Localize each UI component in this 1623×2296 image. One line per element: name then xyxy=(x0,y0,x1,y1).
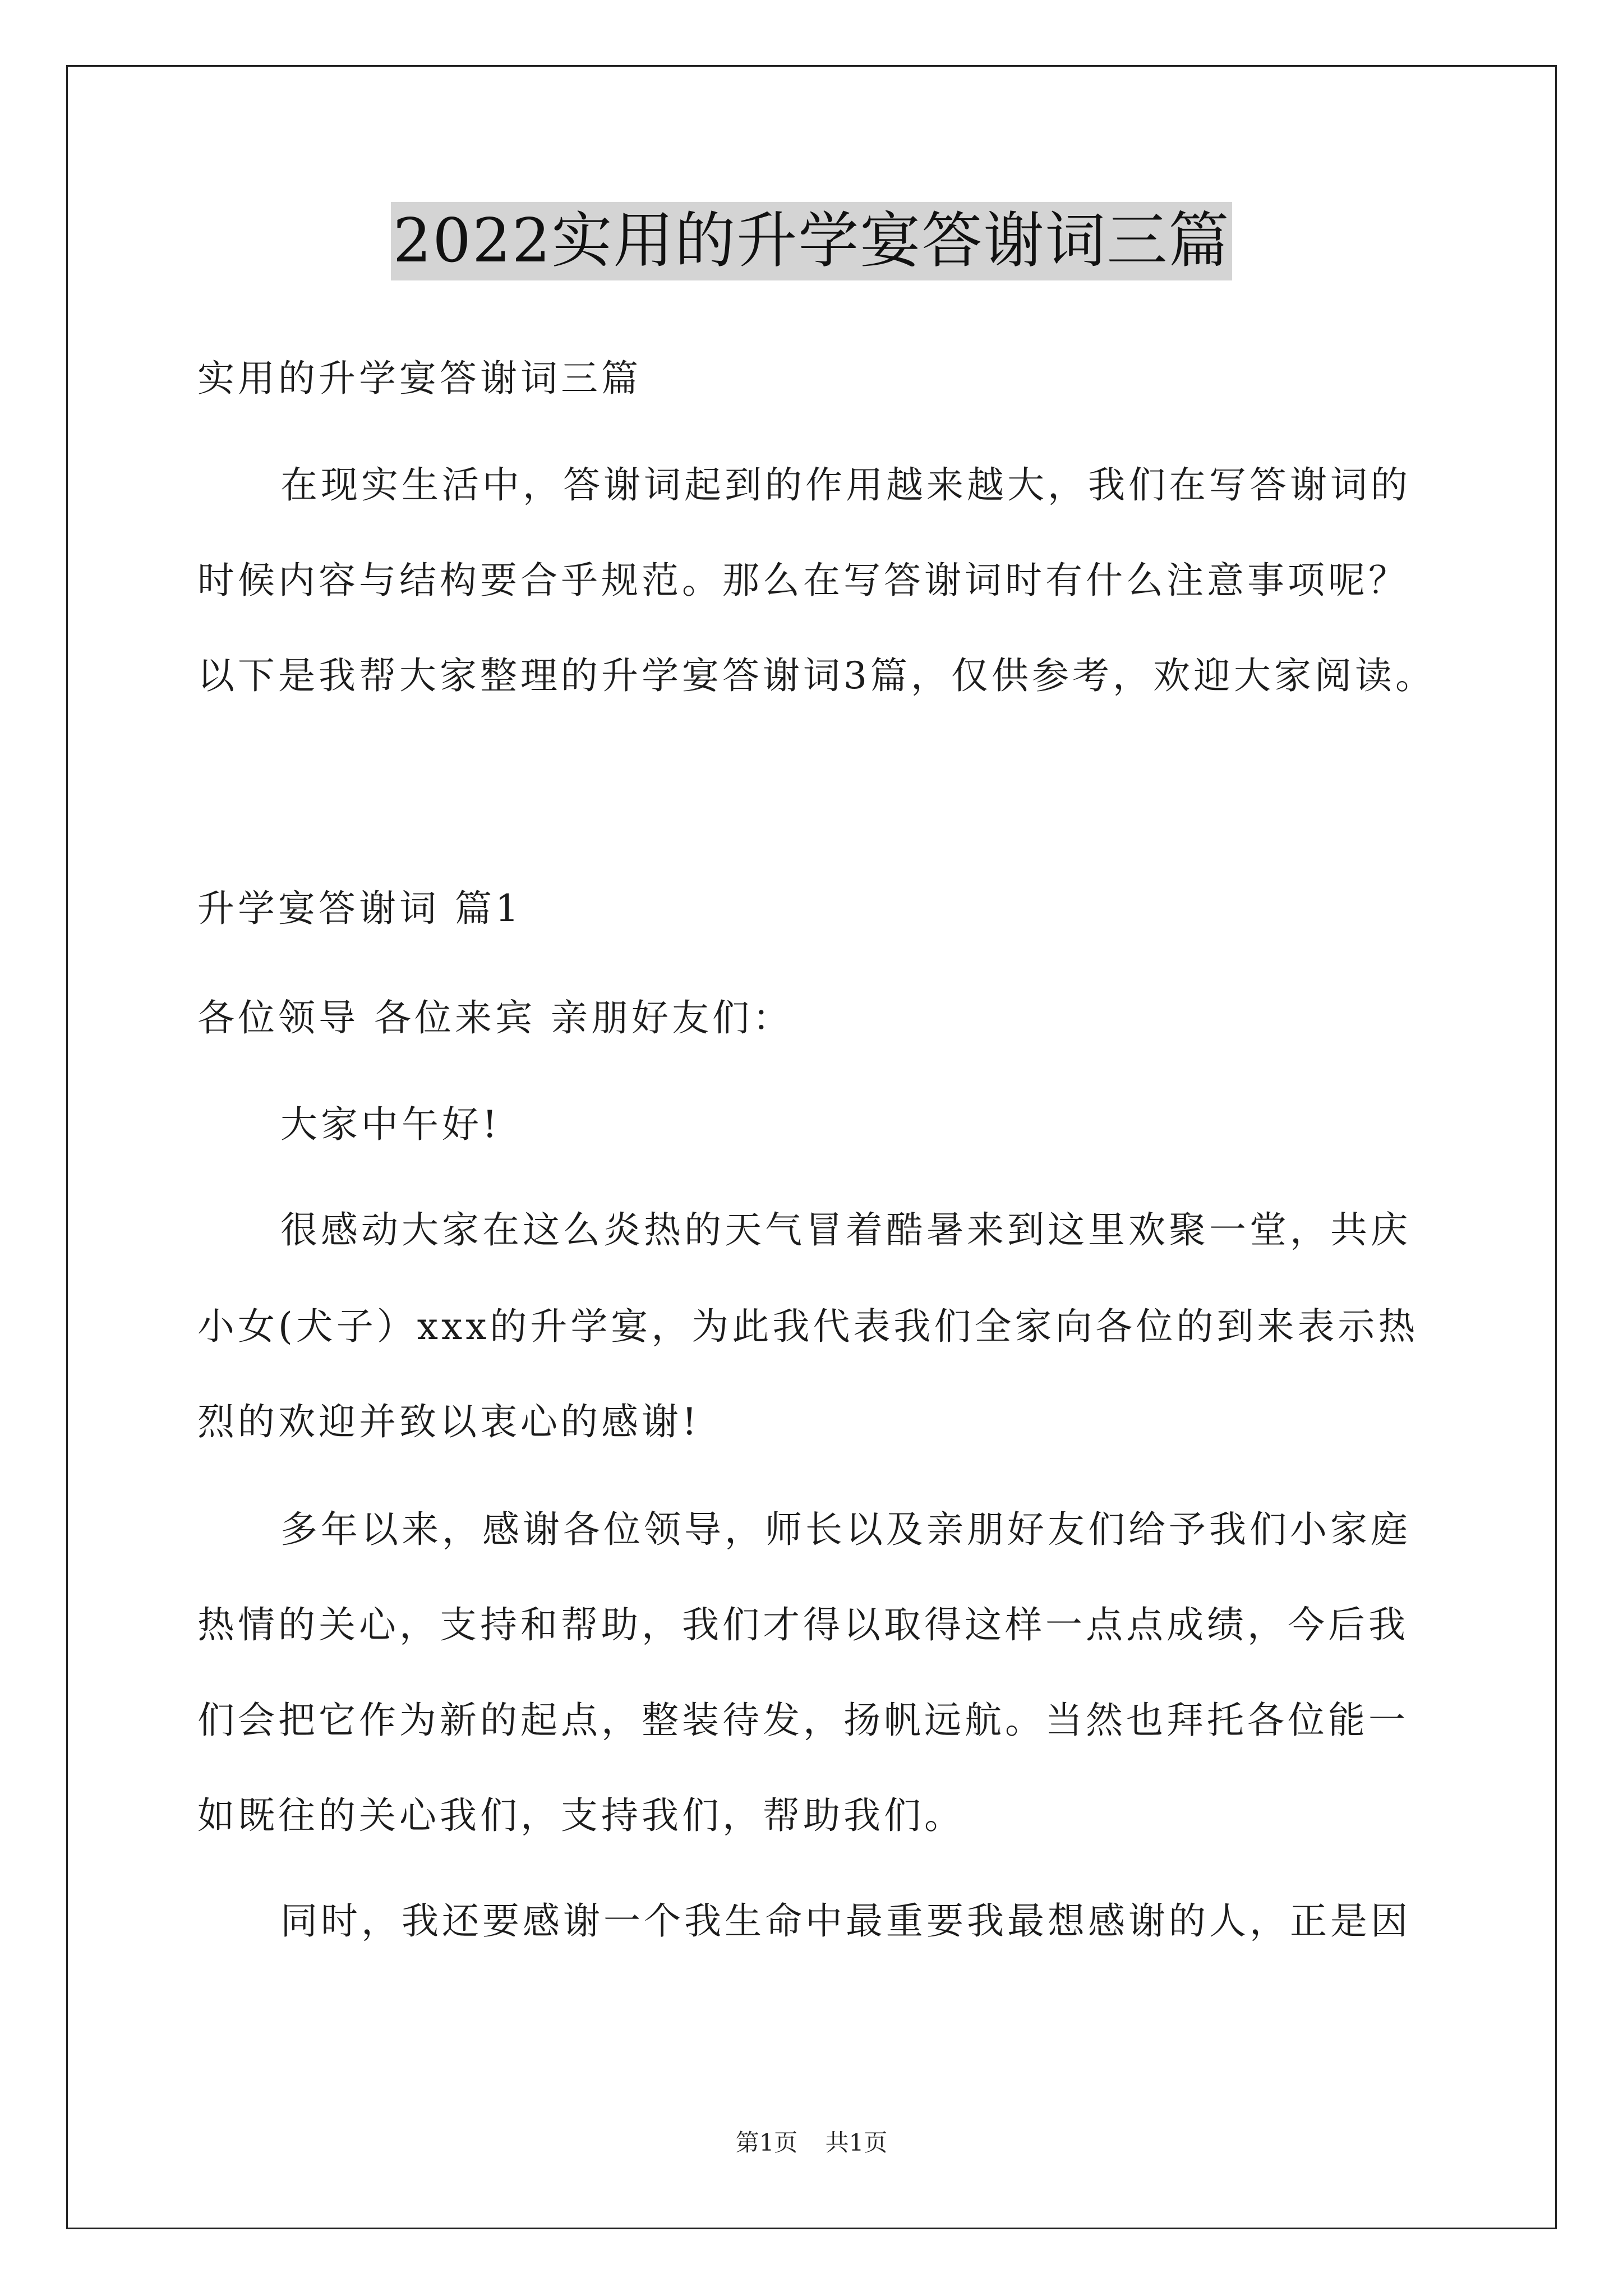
page-total: 共1页 xyxy=(825,2129,888,2156)
intro-line-1: 在现实生活中，答谢词起到的作用越来越大，我们在写答谢词的 xyxy=(280,463,1411,507)
paragraph2-line-2: 热情的关心，支持和帮助，我们才得以取得这样一点点成绩，今后我 xyxy=(197,1603,1409,1646)
page-number: 第1页 xyxy=(735,2129,798,2156)
salutation: 各位领导 各位来宾 亲朋好友们： xyxy=(197,996,793,1039)
paragraph1-line-1: 很感动大家在这么炎热的天气冒着酷暑来到这里欢聚一堂，共庆 xyxy=(280,1208,1411,1251)
document-subtitle: 实用的升学宴答谢词三篇 xyxy=(197,357,642,400)
document-title: 2022实用的升学宴答谢词三篇 xyxy=(391,202,1233,280)
intro-line-3: 以下是我帮大家整理的升学宴答谢词3篇，仅供参考，欢迎大家阅读。 xyxy=(197,654,1436,697)
paragraph2-line-1: 多年以来，感谢各位领导，师长以及亲朋好友们给予我们小家庭 xyxy=(280,1508,1411,1551)
paragraph1-line-2: 小女(犬子）xxx的升学宴，为此我代表我们全家向各位的到来表示热 xyxy=(197,1305,1419,1348)
section-heading: 升学宴答谢词 篇1 xyxy=(197,887,522,930)
page-footer xyxy=(0,2126,1623,2160)
intro-line-2: 时候内容与结构要合乎规范。那么在写答谢词时有什么注意事项呢？ xyxy=(197,559,1409,602)
paragraph2-line-3: 们会把它作为新的起点，整装待发，扬帆远航。当然也拜托各位能一 xyxy=(197,1699,1409,1742)
greeting: 大家中午好! xyxy=(280,1103,501,1146)
paragraph3-line-1: 同时，我还要感谢一个我生命中最重要我最想感谢的人，正是因 xyxy=(280,1899,1411,1943)
paragraph1-line-3: 烈的欢迎并致以衷心的感谢! xyxy=(197,1400,700,1443)
paragraph2-line-4: 如既往的关心我们，支持我们，帮助我们。 xyxy=(197,1794,965,1837)
title-container xyxy=(0,202,1623,280)
